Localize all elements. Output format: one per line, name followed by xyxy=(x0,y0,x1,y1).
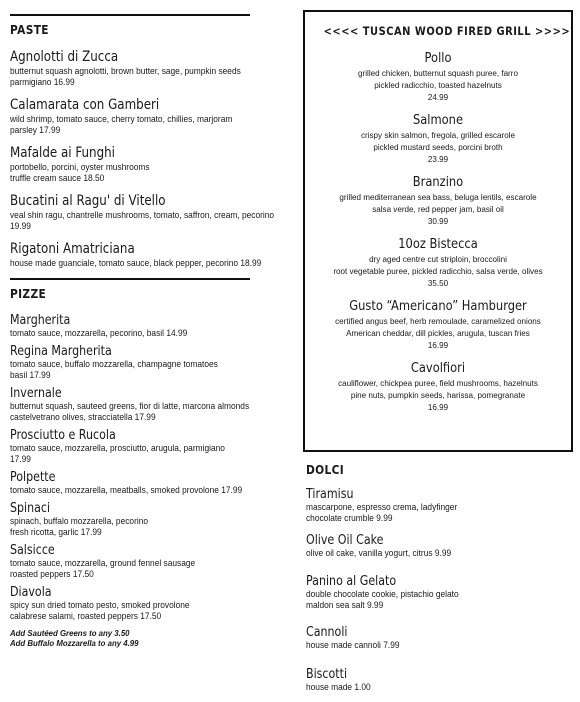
item-desc: grilled mediterranean sea bass, beluga lentils, escarole xyxy=(339,192,537,202)
item-price: 23.99 xyxy=(427,154,449,164)
menu-item xyxy=(10,145,250,184)
grill-item xyxy=(305,360,571,413)
item-desc: butternut squash agnolotti, brown butter, sage, pumpkin seeds xyxy=(10,66,241,76)
item-name: Salmone xyxy=(412,112,464,128)
item-desc: wild shrimp, tomato sauce, cherry tomato, chillies, marjoram xyxy=(10,114,233,124)
paste-top-rule xyxy=(10,14,250,16)
item-name: Mafalde ai Funghi xyxy=(10,145,115,161)
item-desc: olive oil cake, vanilla yogurt, citrus 9.99 xyxy=(306,548,452,558)
item-name: Spinaci xyxy=(10,500,51,516)
item-desc: tomato sauce, mozzarella, pecorino, basil 14.99 xyxy=(10,328,188,338)
item-name: Salsicce xyxy=(10,542,55,558)
grill-item xyxy=(305,236,571,289)
item-name: Regina Margherita xyxy=(10,343,112,359)
grill-item xyxy=(305,298,571,351)
item-desc: dry aged centre cut striploin, broccolini xyxy=(369,254,507,264)
item-price: 16.99 xyxy=(427,340,449,350)
item-name: Prosciutto e Rucola xyxy=(10,427,116,443)
item-price: 24.99 xyxy=(427,92,449,102)
item-desc: tomato sauce, mozzarella, meatballs, smoked provolone 17.99 xyxy=(10,485,243,495)
item-desc: 19.99 xyxy=(10,221,31,231)
item-desc: tomato sauce, buffalo mozzarella, champagne tomatoes xyxy=(10,359,218,369)
item-name: 10oz Bistecca xyxy=(398,236,478,252)
item-desc: house made 1.00 xyxy=(306,682,371,692)
menu-item xyxy=(10,241,262,269)
menu-item xyxy=(306,574,570,611)
menu-item xyxy=(10,543,250,580)
item-desc: truffle cream sauce 18.50 xyxy=(10,173,105,183)
item-desc: tomato sauce, mozzarella, ground fennel sausage xyxy=(10,558,196,568)
item-desc: fresh ricotta, garlic 17.99 xyxy=(10,527,102,537)
item-desc: cauliflower, chickpea puree, field mushrooms, hazelnuts xyxy=(338,378,538,388)
pizze-top-rule xyxy=(10,278,250,280)
item-price: 30.99 xyxy=(427,216,449,226)
item-desc: pickled mustard seeds, porcini broth xyxy=(373,142,503,152)
item-desc: pickled radicchio, toasted hazelnuts xyxy=(374,80,502,90)
grill-heading: <<<< TUSCAN WOOD FIRED GRILL >>>> xyxy=(323,24,571,38)
addon-greens: Add Sautéed Greens to any 3.50 xyxy=(10,628,130,638)
menu-item xyxy=(10,470,250,496)
grill-item xyxy=(305,174,571,227)
grill-box xyxy=(303,10,573,452)
item-desc: chocolate crumble 9.99 xyxy=(306,513,393,523)
item-desc: house made guanciale, tomato sauce, black pepper, pecorino 18.99 xyxy=(10,258,262,268)
item-desc: spinach, buffalo mozzarella, pecorino xyxy=(10,516,149,526)
dolci-column xyxy=(306,462,570,702)
pizze-heading: PIZZE xyxy=(10,286,47,301)
item-name: Branzino xyxy=(412,174,464,190)
item-desc: house made cannoli 7.99 xyxy=(306,640,400,650)
item-desc: American cheddar, dill pickles, arugula, tuscan fries xyxy=(346,328,530,338)
item-desc: root vegetable puree, pickled radicchio, salsa verde, olives xyxy=(333,266,543,276)
item-desc: butternut squash, sauteed greens, fior di latte, marcona almonds xyxy=(10,401,250,411)
menu-item xyxy=(10,344,250,381)
item-name: Polpette xyxy=(10,469,56,485)
menu-item xyxy=(10,313,250,339)
menu-item xyxy=(306,625,570,651)
menu-item xyxy=(10,585,250,622)
item-desc: veal shin ragu, chantrelle mushrooms, tomato, saffron, cream, pecorino xyxy=(10,210,275,220)
item-desc: crispy skin salmon, fregola, grilled escarole xyxy=(360,130,516,140)
item-name: Bucatini al Ragu' di Vitello xyxy=(10,193,166,209)
item-desc: portobello, porcini, oyster mushrooms xyxy=(10,162,150,172)
item-desc: calabrese salami, roasted peppers 17.50 xyxy=(10,611,162,621)
item-desc: double chocolate cookie, pistachio gelato xyxy=(306,589,459,599)
item-desc: basil 17.99 xyxy=(10,370,51,380)
menu-item xyxy=(10,428,250,465)
item-name: Biscotti xyxy=(306,666,348,682)
menu-item xyxy=(10,386,250,423)
item-name: Calamarata con Gamberi xyxy=(10,97,160,113)
menu-item xyxy=(10,501,250,538)
item-desc: pine nuts, pumpkin seeds, harissa, pomegranate xyxy=(350,390,526,400)
menu-item xyxy=(306,533,570,559)
item-name: Rigatoni Amatriciana xyxy=(10,241,135,257)
item-name: Diavola xyxy=(10,584,52,600)
item-desc: certified angus beef, herb remoulade, caramelized onions xyxy=(335,316,541,326)
item-desc: roasted peppers 17.50 xyxy=(10,569,94,579)
item-name: Agnolotti di Zucca xyxy=(10,49,119,65)
addon-mozzarella: Add Buffalo Mozzarella to any 4.99 xyxy=(10,638,139,648)
menu-item xyxy=(306,487,570,524)
grill-item xyxy=(305,50,571,103)
dolci-heading: DOLCI xyxy=(306,462,345,477)
item-name: Gusto “Americano” Hamburger xyxy=(349,298,527,314)
item-desc: grilled chicken, butternut squash puree, farro xyxy=(358,68,518,78)
item-name: Panino al Gelato xyxy=(306,573,397,589)
menu-item xyxy=(306,667,570,693)
item-name: Tiramisu xyxy=(306,486,354,502)
item-name: Pollo xyxy=(424,50,452,66)
menu-item xyxy=(10,97,250,136)
paste-heading: PASTE xyxy=(10,22,49,37)
grill-item xyxy=(305,112,571,165)
left-column xyxy=(10,14,275,648)
item-price: 16.99 xyxy=(427,402,449,412)
item-desc: 17.99 xyxy=(10,454,31,464)
item-desc: maldon sea salt 9.99 xyxy=(306,600,384,610)
item-desc: spicy sun dried tomato pesto, smoked provolone xyxy=(10,600,190,610)
menu-item xyxy=(10,49,250,88)
item-name: Cannoli xyxy=(306,624,348,640)
item-desc: salsa verde, red pepper jam, basil oil xyxy=(372,204,504,214)
item-desc: tomato sauce, mozzarella, prosciutto, arugula, parmigiano xyxy=(10,443,225,453)
menu-item xyxy=(10,193,275,232)
item-desc: parsley 17.99 xyxy=(10,125,61,135)
item-desc: mascarpone, espresso crema, ladyfinger xyxy=(306,502,458,512)
item-price: 35.50 xyxy=(427,278,449,288)
item-desc: castelvetrano olives, stracciatella 17.99 xyxy=(10,412,156,422)
item-name: Margherita xyxy=(10,312,71,328)
item-name: Olive Oil Cake xyxy=(306,532,384,548)
item-desc: parmigiano 16.99 xyxy=(10,77,75,87)
item-name: Invernale xyxy=(10,385,62,401)
item-name: Cavolfiori xyxy=(410,360,466,376)
